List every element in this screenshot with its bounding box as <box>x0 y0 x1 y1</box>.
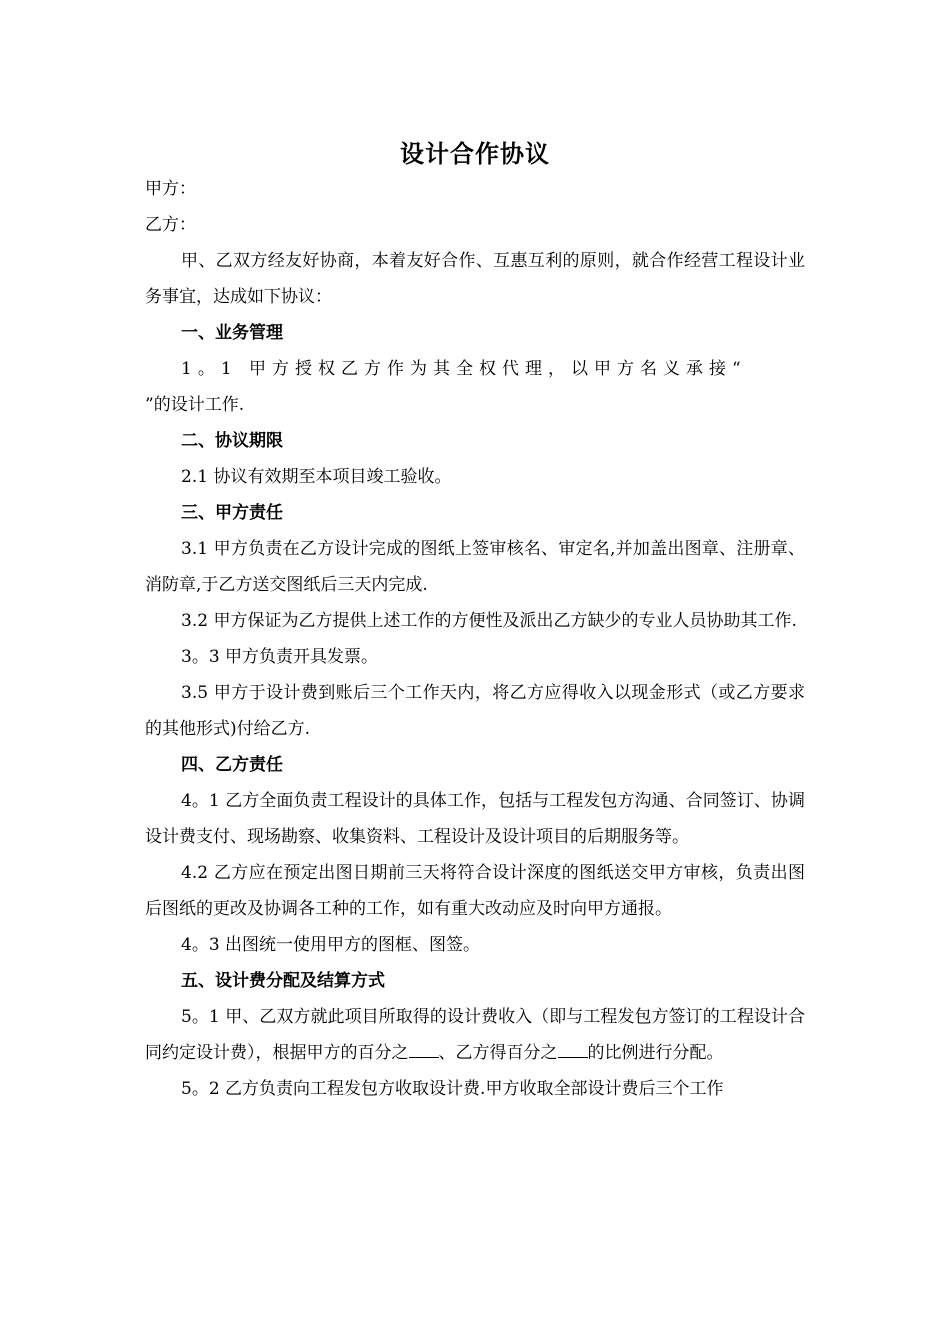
party-b-line: 乙方： <box>145 215 196 235</box>
section-heading-business: 一、业务管理 <box>181 323 283 343</box>
section-heading-term: 二、协议期限 <box>181 431 283 451</box>
clause-5-1-part-c: 的比例进行分配。 <box>587 1043 724 1063</box>
blank-line <box>558 1043 588 1058</box>
clause-1-1-line2: ”的设计工作. <box>145 395 245 415</box>
blank-line <box>409 1043 439 1058</box>
section-heading-party-b: 四、乙方责任 <box>181 755 283 775</box>
clause-4-3: 4。3 出图统一使用甲方的图框、图签。 <box>181 935 481 955</box>
clause-2-1: 2.1 协议有效期至本项目竣工验收。 <box>181 467 452 487</box>
clause-5-2: 5。2 乙方负责向工程发包方收取设计费.甲方收取全部设计费后三个工作 <box>181 1079 724 1099</box>
intro-paragraph: 甲、乙双方经友好协商，本着友好合作、互惠互利的原则，就合作经营工程设计业务事宜，达成如下协议： <box>145 251 805 307</box>
clause-5-1 <box>145 999 805 1071</box>
clause-1-1-line1: 1。1 甲方授权乙方作为其全权代理，以甲方名义承接“ <box>181 359 747 379</box>
section-heading-party-a: 三、甲方责任 <box>181 503 283 523</box>
clause-3-5: 3.5 甲方于设计费到账后三个工作天内，将乙方应得收入以现金形式（或乙方要求的其他形式)付给乙方. <box>145 683 805 739</box>
document-body <box>145 171 805 1107</box>
clause-3-3: 3。3 甲方负责开具发票。 <box>181 647 379 667</box>
clause-5-1-part-a: 5。1 甲、乙双方就此项目所取得的设计费收入（即与工程发包方签订的工程设计合同约定设计费），根据甲方的百分之 <box>145 1007 805 1063</box>
clause-3-1: 3.1 甲方负责在乙方设计完成的图纸上签审核名、审定名,并加盖出图章、注册章、消防章,于乙方送交图纸后三天内完成. <box>145 539 805 595</box>
party-a-line: 甲方： <box>145 179 196 199</box>
clause-3-2: 3.2 甲方保证为乙方提供上述工作的方便性及派出乙方缺少的专业人员协助其工作. <box>181 611 797 631</box>
clause-5-1-part-b: 、乙方得百分之 <box>438 1043 558 1063</box>
section-heading-fees: 五、设计费分配及结算方式 <box>181 971 385 991</box>
clause-4-2: 4.2 乙方应在预定出图日期前三天将符合设计深度的图纸送交甲方审核，负责出图后图纸的更改及协调各工种的工作，如有重大改动应及时向甲方通报。 <box>145 863 805 919</box>
clause-4-1: 4。1 乙方全面负责工程设计的具体工作，包括与工程发包方沟通、合同签订、协调设计费支付、现场勘察、收集资料、工程设计及设计项目的后期服务等。 <box>145 791 805 847</box>
document-title: 设计合作协议 <box>400 139 550 168</box>
